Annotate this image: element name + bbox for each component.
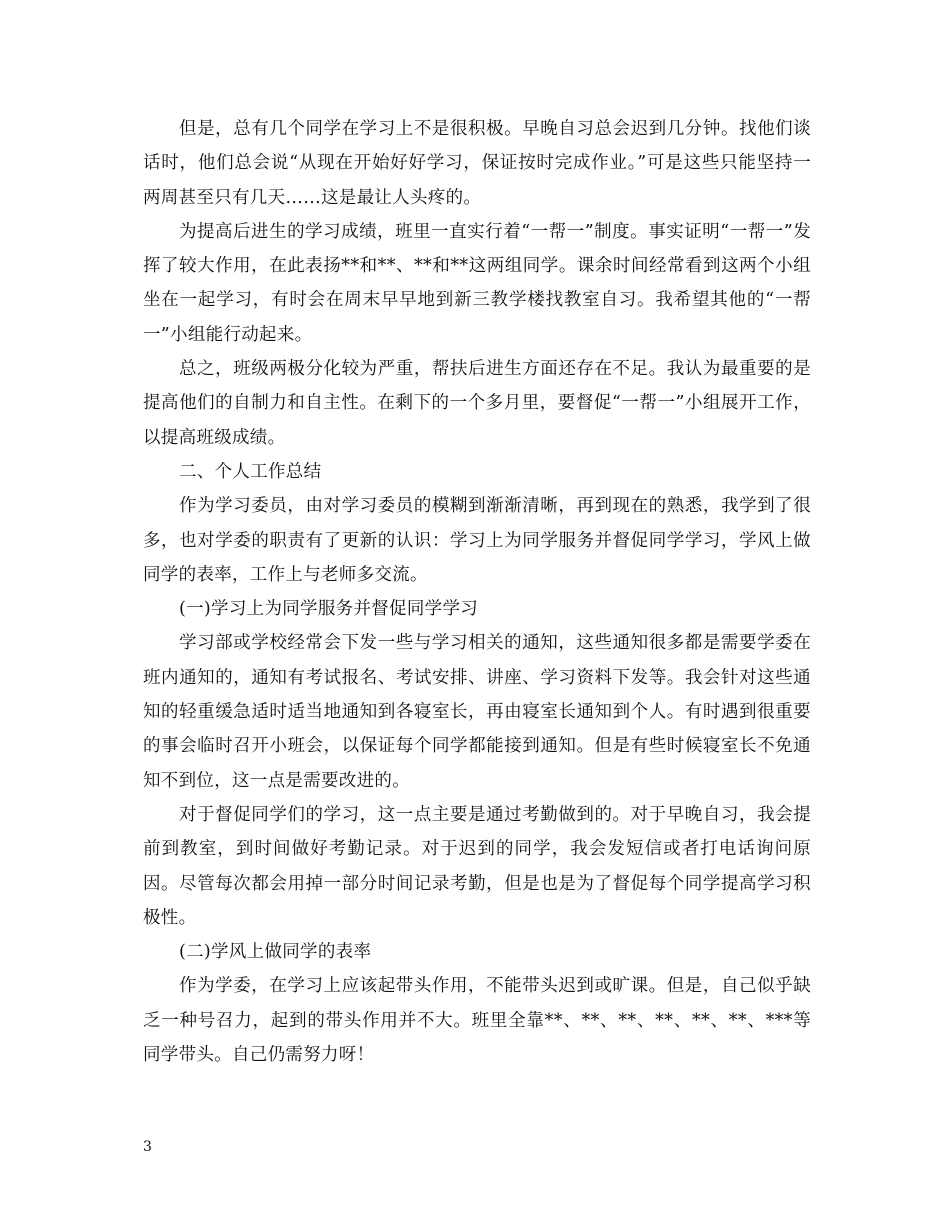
subheading-serve-and-supervise: (一)学习上为同学服务并督促同学学习 bbox=[179, 599, 479, 620]
paragraph-notifications: 学习部或学校经常会下发一些与学习相关的通知，这些通知很多都是需要学委在班内通知的，通知有考试报名、考试安排、讲座、学习资料下发等。我会针对这些通知的轻重缓急适时适当地通知到各寝室长，再由寝室长通知到个人。有时遇到很重要的事会临时召开小班会，以保证每个同学都能接到通知。但是有些时候寝室长不免通知不到位，这一点是需要改进的。 bbox=[143, 633, 811, 791]
document-body bbox=[143, 112, 811, 1072]
subheading-role-model: (二)学风上做同学的表率 bbox=[179, 942, 372, 963]
paragraph-study-committee-role: 作为学习委员，由对学习委员的模糊到渐渐清晰，再到现在的熟悉，我学到了很多，也对学委的职责有了更新的认识：学习上为同学服务并督促同学学习，学风上做同学的表率，工作上与老师多交流。 bbox=[143, 496, 811, 585]
section-heading-personal-summary: 二、个人工作总结 bbox=[179, 461, 322, 482]
paragraph-attendance: 对于督促同学们的学习，这一点主要是通过考勤做到的。对于早晚自习，我会提前到教室，到时间做好考勤记录。对于迟到的同学，我会发短信或者打电话询问原因。尽管每次都会用掉一部分时间记录考勤，但是也是为了督促每个同学提高学习积极性。 bbox=[143, 804, 811, 928]
paragraph-leadership: 作为学委，在学习上应该起带头作用，不能带头迟到或旷课。但是，自己似乎缺乏一种号召力，起到的带头作用并不大。班里全靠**、**、**、**、**、**、***等同学带头。自己仍需努力呀！ bbox=[143, 976, 811, 1066]
page-number: 3 bbox=[143, 1139, 152, 1155]
paragraph-one-help-one: 为提高后进生的学习成绩，班里一直实行着“一帮一”制度。事实证明“一帮一”发挥了较大作用，在此表扬**和**、**和**这两组同学。课余时间经常看到这两个小组坐在一起学习，有时会在周末早早地到新三教学楼找教室自习。我希望其他的“一帮一”小组能行动起来。 bbox=[143, 221, 811, 345]
paragraph-summary: 总之，班级两极分化较为严重，帮扶后进生方面还存在不足。我认为最重要的是提高他们的自制力和自主性。在剩下的一个多月里，要督促“一帮一”小组展开工作，以提高班级成绩。 bbox=[143, 359, 811, 448]
paragraph-underperformers: 但是，总有几个同学在学习上不是很积极。早晚自习总会迟到几分钟。找他们谈话时，他们总会说“从现在开始好好学习，保证按时完成作业。”可是这些只能坚持一两周甚至只有几天……这是最让人头疼的。 bbox=[143, 119, 811, 208]
